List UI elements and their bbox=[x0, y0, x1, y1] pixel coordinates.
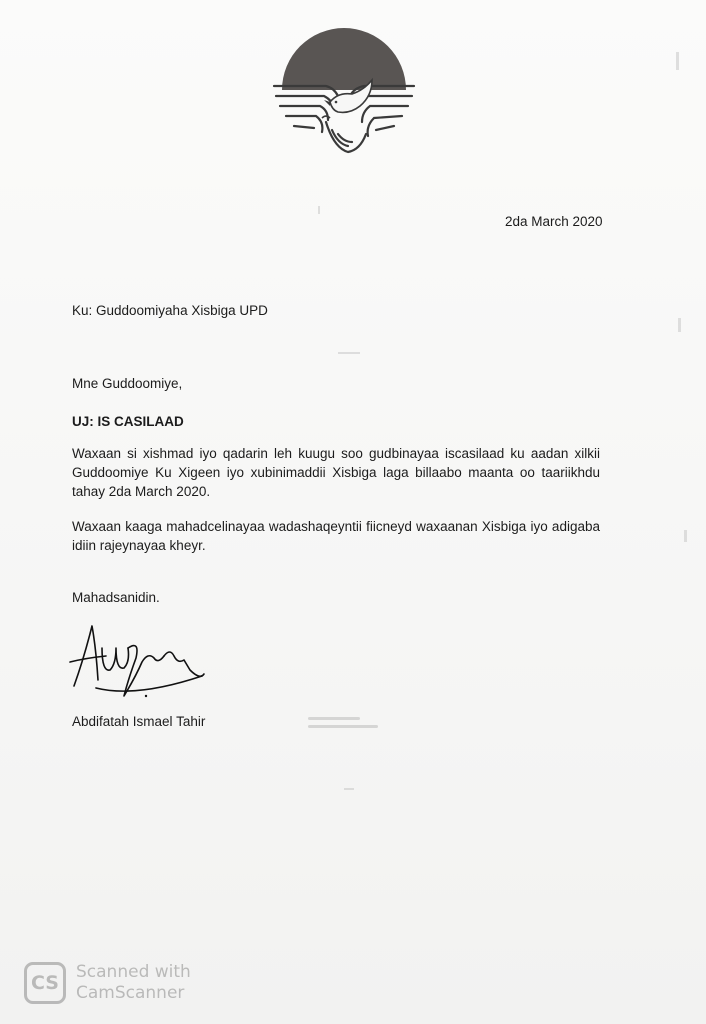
handshake-dove-logo-icon bbox=[268, 22, 420, 162]
camscanner-logo-icon: CS bbox=[24, 962, 66, 1004]
body-paragraph: Waxaan si xishmad iyo qadarin leh kuugu soo gudbinayaa iscasilaad ku aadan xilkii Guddoomiye Ku Xigeen iyo xubinimaddii Xisbiga laga billaabo maanta oo taariikhdu tahay 2da March 2020. bbox=[72, 446, 600, 499]
watermark-text bbox=[76, 962, 191, 1004]
closing-line: Mahadsanidin. bbox=[72, 590, 160, 605]
signer-name: Abdifatah Ismael Tahir bbox=[72, 714, 206, 729]
scan-speck bbox=[318, 206, 320, 214]
handwritten-signature-icon bbox=[66, 618, 211, 700]
scan-speck bbox=[676, 52, 679, 70]
recipient-line: Ku: Guddoomiyaha Xisbiga UPD bbox=[72, 303, 268, 318]
scanner-watermark bbox=[24, 962, 191, 1004]
subject-line: UJ: IS CASILAAD bbox=[72, 414, 184, 429]
faint-stamp-mark bbox=[308, 712, 388, 742]
body-paragraph: Waxaan kaaga mahadcelinayaa wadashaqeyntii fiicneyd waxaanan Xisbiga iyo adigaba idiin rajeynayaa kheyr. bbox=[72, 519, 600, 553]
scan-speck bbox=[344, 788, 354, 790]
watermark-line: CamScanner bbox=[76, 983, 185, 1003]
scan-speck bbox=[678, 318, 681, 332]
watermark-line: Scanned with bbox=[76, 962, 191, 982]
scan-speck bbox=[684, 530, 687, 542]
scan-speck bbox=[338, 352, 360, 354]
salutation: Mne Guddoomiye, bbox=[72, 376, 183, 391]
letter-date: 2da March 2020 bbox=[505, 214, 603, 229]
